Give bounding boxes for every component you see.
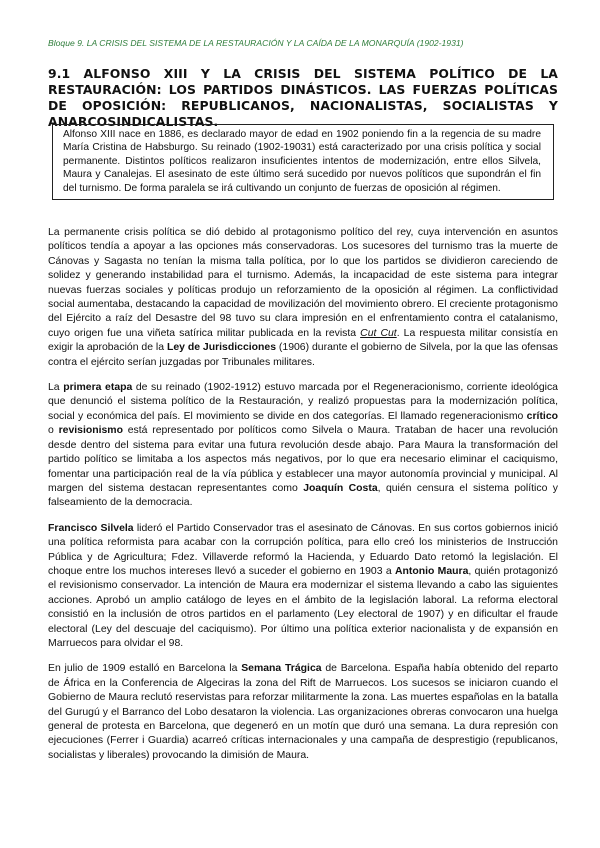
- section-title: 9.1 ALFONSO XIII Y LA CRISIS DEL SISTEMA POLÍTICO DE LA RESTAURACIÓN: LOS PARTIDOS DINÁSTICOS. LAS FUERZAS POLÍTICAS DE OPOSICIÓN: REPUBLICANOS, NACIONALISTAS, SOCIALISTAS Y ANARCOSINDICALISTAS.: [48, 66, 558, 129]
- paragraph: En julio de 1909 estalló en Barcelona la Semana Trágica de Barcelona. España había obtenido del reparto de África en la Conferencia de Algeciras la zona del Rift de Marruecos. Los sucesos se iniciaron cuando el Gobierno de Maura reclutó reservistas para reforzar militarmente la zona. Las muertes españolas en la batalla del Gurugú y el Barranco del Lobo desataron la violencia. Las organizaciones obreras convocaron una huelga general de protesta en Barcelona, que degeneró en un motín que duró una semana. La dura represión con ejecuciones (Ferrer i Guardia) acarreó críticas internacionales y una campaña de desprestigio (republicanos, socialistas y liberales) provocando la dimisión de Maura.: [48, 663, 559, 761]
- body-text: [48, 226, 558, 774]
- paragraph: La primera etapa de su reinado (1902-1912) estuvo marcada por el Regeneracionismo, corriente ideológica que denunció el sistema político de la Restauración, y realizó propuestas para la modernización política, social y económica del país. El movimiento se divide en dos categorías. El llamado regeneracionismo crítico o revisionismo está representado por políticos como Silvela o Maura. Trataban de hacer una revolución desde dentro del sistema para evitar una futura revolución desde abajo. Para Maura la transformación del partido político se limitaba a los aspectos más negativos, por lo que era necesario eliminar el caciquismo, fomentar una participación real de la vía pública y establecer una mayor autonomía provincial y municipal. Al margen del sistema destacan representantes como Joaquín Costa, quién censura el sistema político y falseamiento de la democracia.: [48, 382, 558, 509]
- key-term: revisionismo: [58, 425, 123, 437]
- paragraph: Francisco Silvela lideró el Partido Conservador tras el asesinato de Cánovas. En sus cortos gobiernos inició una política reformista para acabar con la corrupción política, para ello creó los ministerios de Instrucción Pública y de Agricultura; Fdez. Villaverde reformó la Hacienda, y Eduardo Dato retomó la legislación. El choque entre los muchos intereses llevó a suceder el gobierno en 1903 a Antonio Maura, quién protagonizó el revisionismo conservador. La intención de Maura era modernizar el sistema llevando a cabo las siguientes acciones. Aprobó un amplio catálogo de leyes en el ámbito de la legislación laboral. La reforma electoral consistió en la inclusión de otros partidos en el parlamento (Ley electoral de 1907) y en dificultar el fraude electoral (Ley del descuaje del caciquismo). Por último una política exterior nacionalista y de expansión en Marruecos para olvidar el 98.: [48, 522, 558, 649]
- key-term: Ley de Jurisdicciones: [166, 342, 277, 354]
- key-term: Joaquín Costa: [303, 482, 378, 494]
- paragraph: La permanente crisis política se dió debido al protagonismo político del rey, cuya intervención en asuntos políticos tendía a apoyar a las opciones más conservadoras. Los sucesores del turnismo tras la muerte de Cánovas y Sagasta no tenían la misma talla política, por lo que los partidos se dividieron careciendo de solidez y generando instabilidad para el turnismo. Además, la incapacidad de este sistema para integrar nuevas fuerzas sociales y políticas produjo un reforzamiento de la oposición al régimen. La conflictividad social aumentaba, destacando la capacidad de movilización del movimiento obrero. El creciente protagonismo del Ejército a raíz del Desastre del 98 tuvo su clara impresión en el enfrentamiento contra el catalanismo, cuyo origen fue una viñeta satírica militar publicada en la revista Cut Cut. La respuesta militar consistía en exigir la aprobación de la Ley de Jurisdicciones (1906) durante el gobierno de Silvela, por la que las ofensas contra el ejército serían juzgadas por Tribunales militares.: [48, 227, 559, 368]
- key-term: primera etapa: [63, 382, 133, 394]
- key-term: Francisco Silvela: [48, 522, 134, 534]
- key-term: Semana Trágica: [241, 663, 322, 675]
- key-term: Antonio Maura: [394, 565, 469, 577]
- summary-box: Alfonso XIII nace en 1886, es declarado mayor de edad en 1902 poniendo fin a la regencia de su madre María Cristina de Habsburgo. Su reinado (1902-19031) está caracterizado por una crisis política y social permanente. Distintos políticos realizaron insuficientes intentos de modernización, entre ellos Silvela, Maura y Canalejas. El asesinato de este último será sucedido por nuevos políticos que supondrán el fin del turnismo. De forma paralela se irá cultivando un conjunto de fuerzas de oposición al régimen.: [52, 124, 554, 200]
- publication-reference: Cut Cut: [360, 327, 397, 339]
- key-term: crítico: [526, 410, 558, 422]
- running-header: Bloque 9. LA CRISIS DEL SISTEMA DE LA RESTAURACIÓN Y LA CAÍDA DE LA MONARQUÍA (1902-1931): [48, 38, 464, 48]
